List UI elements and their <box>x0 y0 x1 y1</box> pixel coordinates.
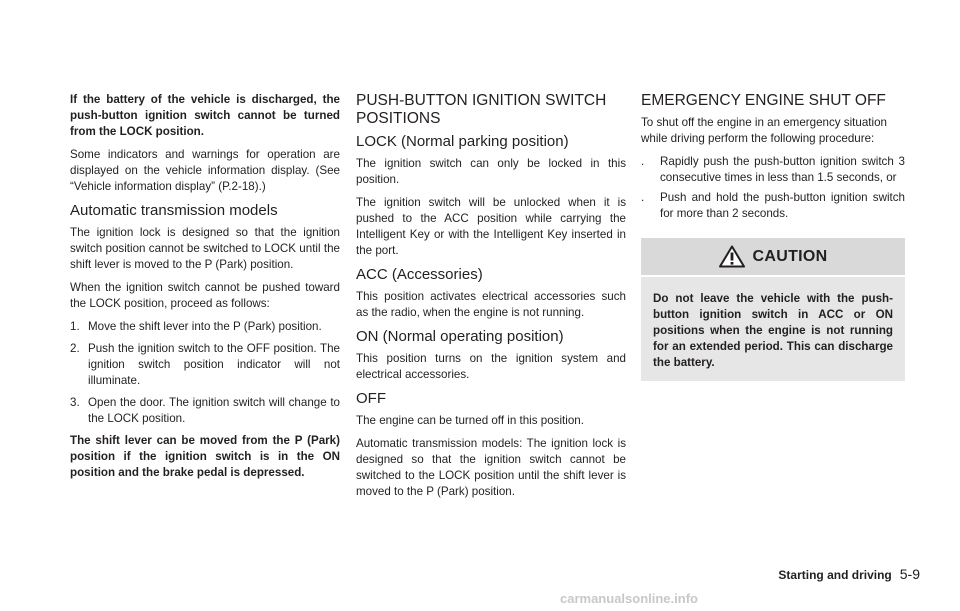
indicator-note: Some indicators and warnings for operation are displayed on the vehicle information display. (See “Vehicle information display” (P.2-18).) <box>70 148 340 193</box>
heading-emergency-shut-off: EMERGENCY ENGINE SHUT OFF <box>641 92 886 109</box>
emergency-intro: To shut off the engine in an emergency situation while driving perform the following procedure: <box>641 116 887 145</box>
watermark: carmanualsonline.info <box>560 591 698 606</box>
heading-acc: ACC (Accessories) <box>356 266 483 283</box>
off-text-2: Automatic transmission models: The ignition lock is designed so that the ignition switch cannot be switched to the LOCK position until the shift lever is moved to the P (Park) position. <box>356 437 626 498</box>
caution-box <box>641 238 905 381</box>
on-text: This position turns on the ignition system and electrical accessories. <box>356 352 626 381</box>
lock-text-1: The ignition switch can only be locked in this position. <box>356 157 626 186</box>
caution-text: Do not leave the vehicle with the push-button ignition switch in ACC or ON positions when the engine is not running for an extended period. This can discharge the battery. <box>641 277 905 381</box>
bullet-dot: . <box>641 155 645 168</box>
caution-header <box>641 238 905 275</box>
step-number: 2. <box>70 342 80 355</box>
lock-text-2: The ignition switch will be unlocked when it is pushed to the ACC position while carrying the Intelligent Key or with the Intelligent Key inserted in the port. <box>356 196 626 257</box>
procedure-intro: When the ignition switch cannot be pushed toward the LOCK position, proceed as follows: <box>70 281 340 310</box>
shift-lever-note: The shift lever can be moved from the P (Park) position if the ignition switch is in the ON position and the brake pedal is depressed. <box>70 434 340 479</box>
heading-off: OFF <box>356 390 386 407</box>
heading-lock: LOCK (Normal parking position) <box>356 133 569 150</box>
bullet-item <box>641 154 905 186</box>
step-text: Move the shift lever into the P (Park) position. <box>88 320 322 333</box>
heading-ignition-positions: PUSH-BUTTON IGNITION SWITCH POSITIONS <box>356 92 607 127</box>
step-number: 1. <box>70 320 80 333</box>
step-text: Push the ignition switch to the OFF position. The ignition switch position indicator will not illuminate. <box>88 342 340 387</box>
step-2 <box>70 341 340 389</box>
step-3 <box>70 395 340 427</box>
battery-note: If the battery of the vehicle is discharged, the push-button ignition switch cannot be turned from the LOCK position. <box>70 93 340 138</box>
page-footer <box>778 566 920 582</box>
bullet-dot: . <box>641 191 645 204</box>
heading-on: ON (Normal operating position) <box>356 328 564 345</box>
column-left <box>70 92 340 488</box>
step-number: 3. <box>70 396 80 409</box>
ignition-lock-text: The ignition lock is designed so that the ignition switch position cannot be switched to LOCK until the shift lever is moved to the P (Park) position. <box>70 226 340 271</box>
warning-triangle-icon <box>719 245 745 268</box>
caution-label: CAUTION <box>752 247 828 265</box>
page-number: 5-9 <box>899 566 920 582</box>
step-text: Open the door. The ignition switch will change to the LOCK position. <box>88 396 340 425</box>
off-text-1: The engine can be turned off in this position. <box>356 414 584 427</box>
column-middle <box>356 92 626 507</box>
heading-automatic-transmission: Automatic transmission models <box>70 202 278 219</box>
step-1 <box>70 319 340 335</box>
bullet-item <box>641 190 905 222</box>
section-title: Starting and driving <box>778 568 892 582</box>
bullet-text: Push and hold the push-button ignition switch for more than 2 seconds. <box>660 191 905 220</box>
column-right <box>641 92 905 381</box>
bullet-text: Rapidly push the push-button ignition switch 3 consecutive times in less than 1.5 seconds, or <box>660 155 905 184</box>
acc-text: This position activates electrical accessories such as the radio, when the engine is not running. <box>356 290 626 319</box>
